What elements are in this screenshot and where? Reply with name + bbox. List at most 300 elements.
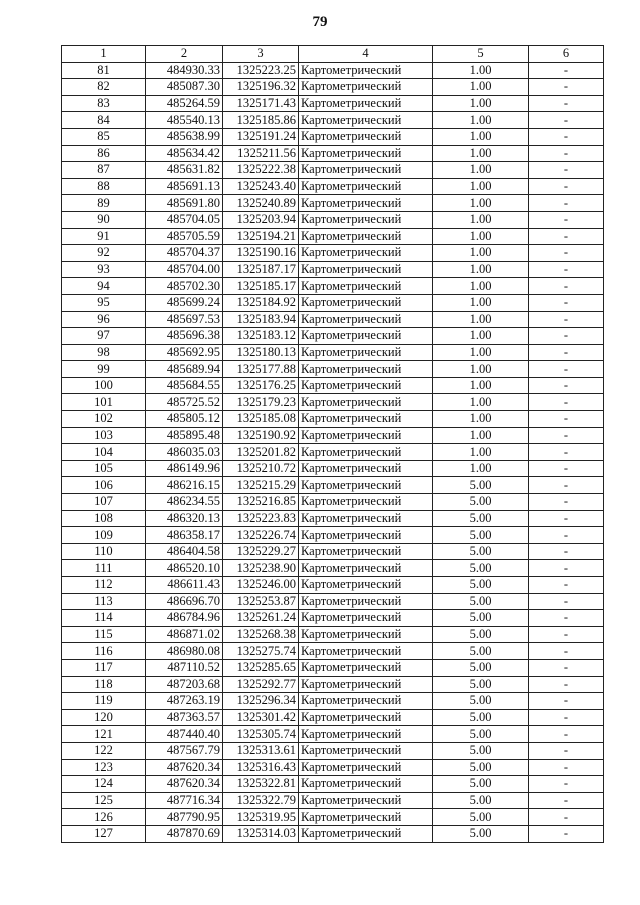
column-header: 5 <box>433 46 529 63</box>
x-coordinate-cell: 486035.03 <box>146 444 223 461</box>
note-cell: - <box>529 95 604 112</box>
y-coordinate-cell: 1325316.43 <box>223 759 299 776</box>
point-number-cell: 96 <box>62 311 146 328</box>
x-coordinate-cell: 487870.69 <box>146 825 223 842</box>
accuracy-cell: 1.00 <box>433 79 529 96</box>
table-row <box>62 643 604 660</box>
point-number-cell: 105 <box>62 460 146 477</box>
x-coordinate-cell: 485087.30 <box>146 79 223 96</box>
method-cell: Картометрический <box>299 776 433 793</box>
accuracy-cell: 1.00 <box>433 62 529 79</box>
table-row <box>62 527 604 544</box>
point-number-cell: 107 <box>62 494 146 511</box>
x-coordinate-cell: 485699.24 <box>146 294 223 311</box>
accuracy-cell: 5.00 <box>433 809 529 826</box>
note-cell: - <box>529 626 604 643</box>
method-cell: Картометрический <box>299 344 433 361</box>
point-number-cell: 88 <box>62 178 146 195</box>
note-cell: - <box>529 659 604 676</box>
table-row <box>62 344 604 361</box>
method-cell: Картометрический <box>299 626 433 643</box>
note-cell: - <box>529 228 604 245</box>
table-row <box>62 494 604 511</box>
y-coordinate-cell: 1325229.27 <box>223 543 299 560</box>
x-coordinate-cell: 485704.37 <box>146 245 223 262</box>
x-coordinate-cell: 487567.79 <box>146 742 223 759</box>
note-cell: - <box>529 112 604 129</box>
x-coordinate-cell: 487790.95 <box>146 809 223 826</box>
point-number-cell: 118 <box>62 676 146 693</box>
point-number-cell: 111 <box>62 560 146 577</box>
point-number-cell: 123 <box>62 759 146 776</box>
accuracy-cell: 5.00 <box>433 742 529 759</box>
method-cell: Картометрический <box>299 543 433 560</box>
accuracy-cell: 1.00 <box>433 294 529 311</box>
accuracy-cell: 5.00 <box>433 494 529 511</box>
y-coordinate-cell: 1325184.92 <box>223 294 299 311</box>
point-number-cell: 117 <box>62 659 146 676</box>
x-coordinate-cell: 485691.13 <box>146 178 223 195</box>
method-cell: Картометрический <box>299 809 433 826</box>
x-coordinate-cell: 485704.05 <box>146 211 223 228</box>
x-coordinate-cell: 485697.53 <box>146 311 223 328</box>
x-coordinate-cell: 487620.34 <box>146 759 223 776</box>
method-cell: Картометрический <box>299 328 433 345</box>
point-number-cell: 127 <box>62 825 146 842</box>
y-coordinate-cell: 1325223.83 <box>223 510 299 527</box>
method-cell: Картометрический <box>299 178 433 195</box>
accuracy-cell: 5.00 <box>433 759 529 776</box>
x-coordinate-cell: 485702.30 <box>146 278 223 295</box>
method-cell: Картометрический <box>299 228 433 245</box>
x-coordinate-cell: 487363.57 <box>146 709 223 726</box>
point-number-cell: 109 <box>62 527 146 544</box>
y-coordinate-cell: 1325292.77 <box>223 676 299 693</box>
table-row <box>62 112 604 129</box>
point-number-cell: 91 <box>62 228 146 245</box>
table-row <box>62 759 604 776</box>
y-coordinate-cell: 1325190.92 <box>223 427 299 444</box>
column-header: 2 <box>146 46 223 63</box>
x-coordinate-cell: 485540.13 <box>146 112 223 129</box>
accuracy-cell: 5.00 <box>433 610 529 627</box>
point-number-cell: 110 <box>62 543 146 560</box>
note-cell: - <box>529 610 604 627</box>
point-number-cell: 83 <box>62 95 146 112</box>
x-coordinate-cell: 484930.33 <box>146 62 223 79</box>
note-cell: - <box>529 510 604 527</box>
x-coordinate-cell: 487203.68 <box>146 676 223 693</box>
point-number-cell: 102 <box>62 411 146 428</box>
note-cell: - <box>529 726 604 743</box>
accuracy-cell: 5.00 <box>433 776 529 793</box>
method-cell: Картометрический <box>299 377 433 394</box>
table-row <box>62 477 604 494</box>
x-coordinate-cell: 487263.19 <box>146 693 223 710</box>
table-row <box>62 726 604 743</box>
note-cell: - <box>529 162 604 179</box>
column-header: 3 <box>223 46 299 63</box>
note-cell: - <box>529 145 604 162</box>
y-coordinate-cell: 1325313.61 <box>223 742 299 759</box>
point-number-cell: 84 <box>62 112 146 129</box>
point-number-cell: 125 <box>62 792 146 809</box>
accuracy-cell: 1.00 <box>433 427 529 444</box>
x-coordinate-cell: 486520.10 <box>146 560 223 577</box>
x-coordinate-cell: 485691.80 <box>146 195 223 212</box>
note-cell: - <box>529 825 604 842</box>
x-coordinate-cell: 485264.59 <box>146 95 223 112</box>
column-header: 4 <box>299 46 433 63</box>
x-coordinate-cell: 486611.43 <box>146 577 223 594</box>
accuracy-cell: 1.00 <box>433 195 529 212</box>
accuracy-cell: 1.00 <box>433 178 529 195</box>
method-cell: Картометрический <box>299 510 433 527</box>
table-row <box>62 278 604 295</box>
accuracy-cell: 1.00 <box>433 211 529 228</box>
point-number-cell: 124 <box>62 776 146 793</box>
x-coordinate-cell: 486404.58 <box>146 543 223 560</box>
table-row <box>62 626 604 643</box>
method-cell: Картометрический <box>299 610 433 627</box>
method-cell: Картометрический <box>299 195 433 212</box>
note-cell: - <box>529 460 604 477</box>
note-cell: - <box>529 693 604 710</box>
accuracy-cell: 5.00 <box>433 477 529 494</box>
x-coordinate-cell: 485634.42 <box>146 145 223 162</box>
note-cell: - <box>529 261 604 278</box>
y-coordinate-cell: 1325296.34 <box>223 693 299 710</box>
y-coordinate-cell: 1325203.94 <box>223 211 299 228</box>
note-cell: - <box>529 560 604 577</box>
note-cell: - <box>529 776 604 793</box>
table-row <box>62 560 604 577</box>
x-coordinate-cell: 485692.95 <box>146 344 223 361</box>
method-cell: Картометрический <box>299 79 433 96</box>
y-coordinate-cell: 1325187.17 <box>223 261 299 278</box>
x-coordinate-cell: 487440.40 <box>146 726 223 743</box>
accuracy-cell: 5.00 <box>433 593 529 610</box>
point-number-cell: 126 <box>62 809 146 826</box>
point-number-cell: 121 <box>62 726 146 743</box>
accuracy-cell: 5.00 <box>433 693 529 710</box>
note-cell: - <box>529 427 604 444</box>
note-cell: - <box>529 328 604 345</box>
y-coordinate-cell: 1325253.87 <box>223 593 299 610</box>
y-coordinate-cell: 1325185.08 <box>223 411 299 428</box>
point-number-cell: 101 <box>62 394 146 411</box>
method-cell: Картометрический <box>299 245 433 262</box>
point-number-cell: 106 <box>62 477 146 494</box>
y-coordinate-cell: 1325223.25 <box>223 62 299 79</box>
note-cell: - <box>529 79 604 96</box>
x-coordinate-cell: 485638.99 <box>146 128 223 145</box>
accuracy-cell: 1.00 <box>433 361 529 378</box>
y-coordinate-cell: 1325185.17 <box>223 278 299 295</box>
x-coordinate-cell: 485689.94 <box>146 361 223 378</box>
table-row <box>62 195 604 212</box>
table-row <box>62 211 604 228</box>
y-coordinate-cell: 1325305.74 <box>223 726 299 743</box>
note-cell: - <box>529 411 604 428</box>
point-number-cell: 89 <box>62 195 146 212</box>
table-row <box>62 742 604 759</box>
point-number-cell: 112 <box>62 577 146 594</box>
x-coordinate-cell: 487110.52 <box>146 659 223 676</box>
note-cell: - <box>529 809 604 826</box>
method-cell: Картометрический <box>299 494 433 511</box>
accuracy-cell: 5.00 <box>433 643 529 660</box>
y-coordinate-cell: 1325183.94 <box>223 311 299 328</box>
accuracy-cell: 1.00 <box>433 411 529 428</box>
method-cell: Картометрический <box>299 95 433 112</box>
method-cell: Картометрический <box>299 294 433 311</box>
accuracy-cell: 5.00 <box>433 726 529 743</box>
x-coordinate-cell: 486216.15 <box>146 477 223 494</box>
method-cell: Картометрический <box>299 825 433 842</box>
table-header-row <box>62 46 604 63</box>
accuracy-cell: 1.00 <box>433 278 529 295</box>
y-coordinate-cell: 1325226.74 <box>223 527 299 544</box>
method-cell: Картометрический <box>299 676 433 693</box>
point-number-cell: 95 <box>62 294 146 311</box>
y-coordinate-cell: 1325177.88 <box>223 361 299 378</box>
y-coordinate-cell: 1325216.85 <box>223 494 299 511</box>
accuracy-cell: 5.00 <box>433 676 529 693</box>
y-coordinate-cell: 1325322.79 <box>223 792 299 809</box>
point-number-cell: 119 <box>62 693 146 710</box>
note-cell: - <box>529 593 604 610</box>
point-number-cell: 113 <box>62 593 146 610</box>
y-coordinate-cell: 1325238.90 <box>223 560 299 577</box>
accuracy-cell: 5.00 <box>433 527 529 544</box>
table-row <box>62 95 604 112</box>
note-cell: - <box>529 527 604 544</box>
method-cell: Картометрический <box>299 659 433 676</box>
y-coordinate-cell: 1325196.32 <box>223 79 299 96</box>
point-number-cell: 82 <box>62 79 146 96</box>
x-coordinate-cell: 486358.17 <box>146 527 223 544</box>
method-cell: Картометрический <box>299 278 433 295</box>
method-cell: Картометрический <box>299 759 433 776</box>
method-cell: Картометрический <box>299 527 433 544</box>
table-row <box>62 178 604 195</box>
method-cell: Картометрический <box>299 726 433 743</box>
y-coordinate-cell: 1325261.24 <box>223 610 299 627</box>
accuracy-cell: 5.00 <box>433 626 529 643</box>
table-row <box>62 510 604 527</box>
x-coordinate-cell: 486234.55 <box>146 494 223 511</box>
accuracy-cell: 1.00 <box>433 261 529 278</box>
point-number-cell: 86 <box>62 145 146 162</box>
accuracy-cell: 1.00 <box>433 344 529 361</box>
point-number-cell: 114 <box>62 610 146 627</box>
table-row <box>62 328 604 345</box>
x-coordinate-cell: 485704.00 <box>146 261 223 278</box>
table-row <box>62 79 604 96</box>
accuracy-cell: 5.00 <box>433 577 529 594</box>
point-number-cell: 90 <box>62 211 146 228</box>
method-cell: Картометрический <box>299 477 433 494</box>
x-coordinate-cell: 486696.70 <box>146 593 223 610</box>
y-coordinate-cell: 1325191.24 <box>223 128 299 145</box>
note-cell: - <box>529 178 604 195</box>
y-coordinate-cell: 1325319.95 <box>223 809 299 826</box>
table-row <box>62 693 604 710</box>
method-cell: Картометрический <box>299 261 433 278</box>
table-row <box>62 543 604 560</box>
table-row <box>62 361 604 378</box>
x-coordinate-cell: 485696.38 <box>146 328 223 345</box>
accuracy-cell: 1.00 <box>433 444 529 461</box>
point-number-cell: 99 <box>62 361 146 378</box>
table-row <box>62 261 604 278</box>
note-cell: - <box>529 494 604 511</box>
method-cell: Картометрический <box>299 145 433 162</box>
method-cell: Картометрический <box>299 361 433 378</box>
accuracy-cell: 5.00 <box>433 825 529 842</box>
method-cell: Картометрический <box>299 593 433 610</box>
point-number-cell: 116 <box>62 643 146 660</box>
point-number-cell: 85 <box>62 128 146 145</box>
accuracy-cell: 5.00 <box>433 709 529 726</box>
table-row <box>62 145 604 162</box>
y-coordinate-cell: 1325210.72 <box>223 460 299 477</box>
point-number-cell: 97 <box>62 328 146 345</box>
point-number-cell: 108 <box>62 510 146 527</box>
table-row <box>62 776 604 793</box>
y-coordinate-cell: 1325211.56 <box>223 145 299 162</box>
table-row <box>62 709 604 726</box>
point-number-cell: 81 <box>62 62 146 79</box>
accuracy-cell: 5.00 <box>433 659 529 676</box>
accuracy-cell: 1.00 <box>433 228 529 245</box>
table-row <box>62 610 604 627</box>
x-coordinate-cell: 487716.34 <box>146 792 223 809</box>
y-coordinate-cell: 1325268.38 <box>223 626 299 643</box>
note-cell: - <box>529 676 604 693</box>
y-coordinate-cell: 1325179.23 <box>223 394 299 411</box>
accuracy-cell: 1.00 <box>433 394 529 411</box>
accuracy-cell: 5.00 <box>433 543 529 560</box>
note-cell: - <box>529 742 604 759</box>
method-cell: Картометрический <box>299 128 433 145</box>
table-row <box>62 792 604 809</box>
note-cell: - <box>529 643 604 660</box>
table-row <box>62 128 604 145</box>
table-row <box>62 577 604 594</box>
y-coordinate-cell: 1325194.21 <box>223 228 299 245</box>
note-cell: - <box>529 278 604 295</box>
table-row <box>62 311 604 328</box>
y-coordinate-cell: 1325201.82 <box>223 444 299 461</box>
accuracy-cell: 1.00 <box>433 112 529 129</box>
method-cell: Картометрический <box>299 742 433 759</box>
point-number-cell: 92 <box>62 245 146 262</box>
table-row <box>62 593 604 610</box>
y-coordinate-cell: 1325240.89 <box>223 195 299 212</box>
x-coordinate-cell: 486320.13 <box>146 510 223 527</box>
table-row <box>62 394 604 411</box>
y-coordinate-cell: 1325222.38 <box>223 162 299 179</box>
note-cell: - <box>529 294 604 311</box>
point-number-cell: 104 <box>62 444 146 461</box>
column-header: 1 <box>62 46 146 63</box>
coordinates-table <box>61 45 604 843</box>
y-coordinate-cell: 1325190.16 <box>223 245 299 262</box>
accuracy-cell: 1.00 <box>433 328 529 345</box>
method-cell: Картометрический <box>299 693 433 710</box>
method-cell: Картометрический <box>299 709 433 726</box>
accuracy-cell: 1.00 <box>433 245 529 262</box>
method-cell: Картометрический <box>299 444 433 461</box>
method-cell: Картометрический <box>299 62 433 79</box>
accuracy-cell: 5.00 <box>433 560 529 577</box>
y-coordinate-cell: 1325171.43 <box>223 95 299 112</box>
point-number-cell: 87 <box>62 162 146 179</box>
point-number-cell: 120 <box>62 709 146 726</box>
accuracy-cell: 1.00 <box>433 377 529 394</box>
note-cell: - <box>529 344 604 361</box>
note-cell: - <box>529 195 604 212</box>
y-coordinate-cell: 1325285.65 <box>223 659 299 676</box>
y-coordinate-cell: 1325243.40 <box>223 178 299 195</box>
y-coordinate-cell: 1325246.00 <box>223 577 299 594</box>
accuracy-cell: 1.00 <box>433 128 529 145</box>
table-row <box>62 427 604 444</box>
y-coordinate-cell: 1325185.86 <box>223 112 299 129</box>
table-row <box>62 809 604 826</box>
y-coordinate-cell: 1325301.42 <box>223 709 299 726</box>
table-body <box>62 62 604 842</box>
method-cell: Картометрический <box>299 460 433 477</box>
table-row <box>62 659 604 676</box>
point-number-cell: 100 <box>62 377 146 394</box>
column-header: 6 <box>529 46 604 63</box>
x-coordinate-cell: 486149.96 <box>146 460 223 477</box>
note-cell: - <box>529 211 604 228</box>
note-cell: - <box>529 245 604 262</box>
table-row <box>62 411 604 428</box>
method-cell: Картометрический <box>299 112 433 129</box>
point-number-cell: 115 <box>62 626 146 643</box>
y-coordinate-cell: 1325215.29 <box>223 477 299 494</box>
y-coordinate-cell: 1325314.03 <box>223 825 299 842</box>
accuracy-cell: 1.00 <box>433 460 529 477</box>
table-row <box>62 162 604 179</box>
table-row <box>62 228 604 245</box>
y-coordinate-cell: 1325322.81 <box>223 776 299 793</box>
x-coordinate-cell: 485631.82 <box>146 162 223 179</box>
point-number-cell: 94 <box>62 278 146 295</box>
accuracy-cell: 1.00 <box>433 145 529 162</box>
table-row <box>62 294 604 311</box>
x-coordinate-cell: 486871.02 <box>146 626 223 643</box>
note-cell: - <box>529 377 604 394</box>
x-coordinate-cell: 485805.12 <box>146 411 223 428</box>
method-cell: Картометрический <box>299 577 433 594</box>
method-cell: Картометрический <box>299 311 433 328</box>
table-row <box>62 825 604 842</box>
method-cell: Картометрический <box>299 643 433 660</box>
accuracy-cell: 5.00 <box>433 510 529 527</box>
x-coordinate-cell: 486784.96 <box>146 610 223 627</box>
note-cell: - <box>529 709 604 726</box>
x-coordinate-cell: 487620.34 <box>146 776 223 793</box>
accuracy-cell: 1.00 <box>433 95 529 112</box>
note-cell: - <box>529 477 604 494</box>
note-cell: - <box>529 394 604 411</box>
